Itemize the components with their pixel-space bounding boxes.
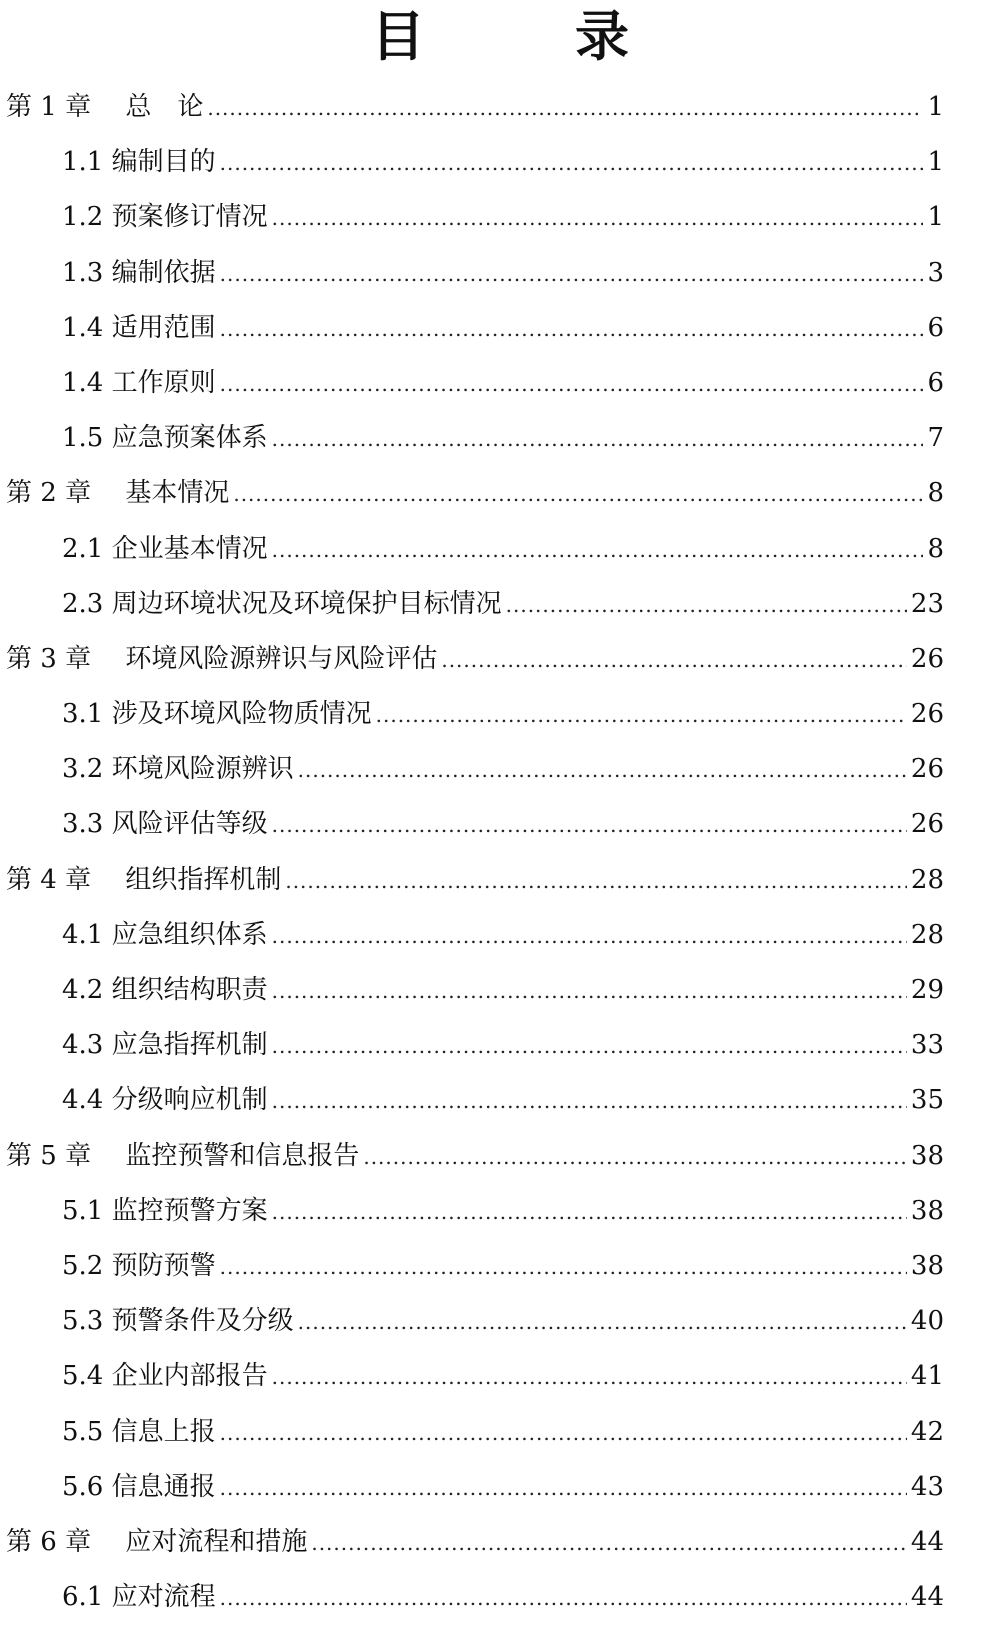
toc-dot-leader <box>220 247 924 302</box>
toc-section-entry[interactable] <box>0 963 1000 1018</box>
toc-entry-label: 4.1 应急组织体系 <box>62 919 268 950</box>
toc-chapter-entry[interactable] <box>0 80 1000 135</box>
toc-entry-label: 1.3 编制依据 <box>62 257 216 288</box>
toc-dot-leader <box>272 964 907 1019</box>
toc-section-entry[interactable] <box>0 1460 1000 1515</box>
toc-page-number: 1 <box>927 202 944 233</box>
toc-dot-leader <box>220 1571 907 1626</box>
toc-entry-label: 4.3 应急指挥机制 <box>62 1030 268 1061</box>
toc-section-entry[interactable] <box>0 135 1000 190</box>
toc-page-number: 29 <box>910 975 944 1005</box>
toc-entry-label: 6.1 应对流程 <box>62 1582 216 1613</box>
toc-dot-leader <box>233 467 923 522</box>
toc-entry-label: 第 3 章 环境风险源辨识与风险评估 <box>6 643 438 674</box>
toc-chapter-entry[interactable] <box>0 1515 1000 1570</box>
toc-dot-leader <box>220 136 924 191</box>
toc-page-number: 6 <box>927 367 944 398</box>
toc-entry-label: 5.1 监控预警方案 <box>62 1195 268 1226</box>
toc-page-number: 7 <box>927 423 944 454</box>
toc-page-number: 26 <box>910 699 944 730</box>
toc-section-entry[interactable] <box>0 1349 1000 1404</box>
toc-dot-leader <box>272 909 907 964</box>
toc-dot-leader <box>441 633 907 688</box>
toc-dot-leader <box>220 1240 907 1295</box>
toc-entry-label: 5.2 预防预警 <box>62 1250 216 1281</box>
toc-page-number: 8 <box>927 478 944 509</box>
toc-dot-leader <box>207 81 923 136</box>
toc-dot-leader <box>272 191 924 246</box>
toc-dot-leader <box>272 523 924 578</box>
toc-page-number: 38 <box>910 1140 944 1171</box>
toc-dot-leader <box>220 357 924 412</box>
toc-list <box>0 80 1000 1625</box>
toc-entry-label: 1.4 工作原则 <box>62 367 216 398</box>
toc-page-number: 26 <box>910 754 944 785</box>
toc-dot-leader <box>285 854 907 909</box>
toc-entry-label: 第 6 章 应对流程和措施 <box>6 1526 308 1557</box>
toc-page-number: 3 <box>927 257 944 288</box>
toc-section-entry[interactable] <box>0 246 1000 301</box>
toc-section-entry[interactable] <box>0 190 1000 245</box>
toc-entry-label: 3.2 环境风险源辨识 <box>62 754 294 785</box>
toc-entry-label: 2.3 周边环境状况及环境保护目标情况 <box>62 588 502 619</box>
toc-section-entry[interactable] <box>0 1018 1000 1073</box>
toc-entry-label: 1.5 应急预案体系 <box>62 423 268 454</box>
toc-chapter-entry[interactable] <box>0 466 1000 521</box>
toc-chapter-entry[interactable] <box>0 1129 1000 1184</box>
toc-page-number: 44 <box>910 1526 944 1557</box>
toc-page-number: 28 <box>910 919 944 950</box>
toc-dot-leader <box>272 1074 907 1129</box>
toc-dot-leader <box>311 1516 907 1571</box>
toc-section-entry[interactable] <box>0 356 1000 411</box>
toc-entry-label: 3.1 涉及环境风险物质情况 <box>62 699 372 730</box>
toc-dot-leader <box>298 1295 907 1350</box>
toc-dot-leader <box>272 1350 907 1405</box>
toc-page-number: 1 <box>927 147 944 178</box>
toc-dot-leader <box>272 412 924 467</box>
toc-section-entry[interactable] <box>0 908 1000 963</box>
toc-page-number: 38 <box>910 1195 944 1226</box>
toc-entry-label: 第 5 章 监控预警和信息报告 <box>6 1140 360 1171</box>
toc-section-entry[interactable] <box>0 797 1000 852</box>
toc-entry-label: 1.2 预案修订情况 <box>62 202 268 233</box>
toc-dot-leader <box>220 1461 907 1516</box>
toc-chapter-entry[interactable] <box>0 632 1000 687</box>
toc-entry-label: 3.3 风险评估等级 <box>62 809 268 840</box>
toc-page-number: 28 <box>910 864 944 895</box>
toc-page-number: 1 <box>927 92 944 122</box>
toc-section-entry[interactable] <box>0 742 1000 797</box>
toc-page-number: 26 <box>910 643 944 674</box>
toc-section-entry[interactable] <box>0 687 1000 742</box>
toc-section-entry[interactable] <box>0 1405 1000 1460</box>
toc-entry-label: 1.1 编制目的 <box>62 147 216 178</box>
toc-dot-leader <box>272 1185 907 1240</box>
toc-section-entry[interactable] <box>0 1570 1000 1625</box>
toc-page-number: 33 <box>910 1030 944 1061</box>
toc-entry-label: 5.5 信息上报 <box>62 1416 216 1447</box>
toc-entry-label: 4.4 分级响应机制 <box>62 1085 268 1116</box>
toc-section-entry[interactable] <box>0 1184 1000 1239</box>
toc-page-number: 23 <box>910 588 944 619</box>
toc-dot-leader <box>272 1019 907 1074</box>
toc-dot-leader <box>363 1130 907 1185</box>
toc-dot-leader <box>376 688 907 743</box>
toc-page-number: 41 <box>910 1361 944 1392</box>
toc-page-number: 38 <box>910 1250 944 1281</box>
toc-page-number: 44 <box>910 1582 944 1613</box>
toc-section-entry[interactable] <box>0 411 1000 466</box>
toc-page-number: 40 <box>910 1306 944 1337</box>
toc-section-entry[interactable] <box>0 1073 1000 1128</box>
toc-dot-leader <box>506 578 907 633</box>
toc-entry-label: 第 1 章 总 论 <box>6 92 204 122</box>
toc-page-number: 6 <box>927 312 944 343</box>
toc-entry-label: 4.2 组织结构职责 <box>62 975 268 1005</box>
toc-section-entry[interactable] <box>0 577 1000 632</box>
page-title: 目 录 <box>371 4 677 68</box>
toc-page-number: 42 <box>910 1416 944 1447</box>
toc-page-number: 35 <box>910 1085 944 1116</box>
toc-section-entry[interactable] <box>0 301 1000 356</box>
toc-chapter-entry[interactable] <box>0 853 1000 908</box>
toc-entry-label: 1.4 适用范围 <box>62 312 216 343</box>
toc-section-entry[interactable] <box>0 1239 1000 1294</box>
toc-entry-label: 2.1 企业基本情况 <box>62 533 268 564</box>
toc-section-entry[interactable] <box>0 1294 1000 1349</box>
toc-page-number: 8 <box>927 533 944 564</box>
toc-entry-label: 第 2 章 基本情况 <box>6 478 230 509</box>
toc-section-entry[interactable] <box>0 522 1000 577</box>
toc-dot-leader <box>272 798 907 853</box>
toc-dot-leader <box>220 302 924 357</box>
toc-dot-leader <box>220 1406 907 1461</box>
toc-dot-leader <box>298 743 907 798</box>
toc-entry-label: 5.4 企业内部报告 <box>62 1361 268 1392</box>
toc-entry-label: 5.3 预警条件及分级 <box>62 1306 294 1337</box>
toc-entry-label: 第 4 章 组织指挥机制 <box>6 864 282 895</box>
toc-page-number: 26 <box>910 809 944 840</box>
toc-entry-label: 5.6 信息通报 <box>62 1471 216 1502</box>
toc-page-number: 43 <box>910 1471 944 1502</box>
